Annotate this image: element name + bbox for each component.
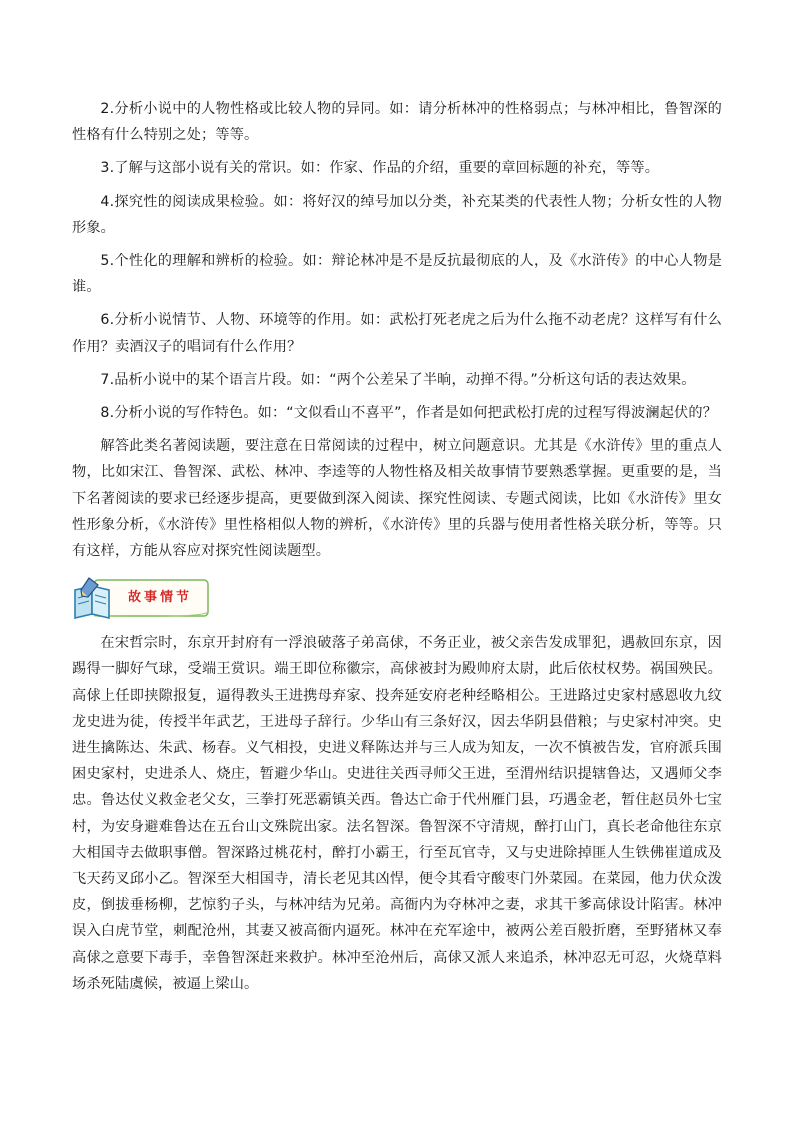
list-item: 6.分析小说情节、人物、环境等的作用。如：武松打死老虎之后为什么拖不动老虎？这样写有什么作用？卖酒汉子的唱词有什么作用？ <box>72 312 722 355</box>
document-page <box>72 96 722 997</box>
list-item: 7.品析小说中的某个语言片段。如：“两个公差呆了半晌，动掸不得。”分析这句话的表达效果。 <box>100 371 696 388</box>
list-item: 4.探究性的阅读成果检验。如：将好汉的绰号加以分类，补充某类的代表性人物；分析女性的人物形象。 <box>72 193 722 236</box>
list-item: 3.了解与这部小说有关的常识。如：作家、作品的介绍，重要的章回标题的补充，等等。 <box>100 160 660 177</box>
section-title: 故事情节 <box>128 590 193 606</box>
list-item: 5.个性化的理解和辨析的检验。如：辩论林冲是不是反抗最彻底的人，及《水浒传》的中心人物是谁。 <box>72 253 722 296</box>
section-header <box>72 572 722 624</box>
story-paragraph: 在宋哲宗时，东京开封府有一浮浪破落子弟高俅，不务正业，被父亲告发成罪犯，遇赦回东京，因踢得一脚好气球，受端王赏识。端王即位称徽宗，高俅被封为殿帅府太尉，此后依杖权势。祸国殃民。高俅上任即挟隙报复，逼得教头王进携母弃家、投奔延安府老种经略相公。王进路过史家村感恩收九纹龙史进为徒，传授半年武艺，王进母子辞行。少华山有三条好汉，因去华阴县借粮；与史家村冲突。史进生擒陈达、朱武、杨春。义气相投，史进义释陈达并与三人成为知友，一次不慎被告发，官府派兵围困史家村，史进杀人、烧庄，暂避少华山。史进往关西寻师父王进，至渭州结识提辖鲁达，又遇师父李忠。鲁达仗义救金老父女，三拳打死恶霸镇关西。鲁达亡命于代州雁门县，巧遇金老，暂住赵员外七宝村，为安身避难鲁达在五台山文殊院出家。法名智深。鲁智深不守清规，醉打山门，真长老命他往东京大相国寺去做职事僧。智深路过桃花村，醉打小霸王，行至瓦官寺，又与史进除掉匪人生铁佛崔道成及飞天药叉邱小乙。智深至大相国寺，清长老见其凶悍，便令其看守酸枣门外菜园。在菜园，他力伏众泼皮，倒拔垂杨柳，艺惊豹子头，与林冲结为兄弟。高衙内为夺林冲之妻，求其干爹高俅设计陷害。林冲误入白虎节堂，刺配沧州，其妻又被高衙内逼死。林冲在充军途中，被两公差百般折磨，至野猪林又奉高俅之意要下毒手，幸鲁智深赶来救护。林冲至沧州后，高俅又派人来追杀，林冲忍无可忍，火烧草料场杀死陆虞候，被逼上梁山。 <box>72 635 722 992</box>
list-item: 8.分析小说的写作特色。如：“文似看山不喜平”，作者是如何把武松打虎的过程写得波澜起伏的？ <box>100 405 718 422</box>
advice-paragraph: 解答此类名著阅读题，要注意在日常阅读的过程中，树立问题意识。尤其是《水浒传》里的重点人物，比如宋江、鲁智深、武松、林冲、李逵等的人物性格及相关故事情节要熟悉掌握。更重要的是，当下名著阅读的要求已经逐步提高，更要做到深入阅读、探究性阅读、专题式阅读，比如《水浒传》里女性形象分析，《水浒传》里性格相似人物的辨析，《水浒传》里的兵器与使用者性格关联分析，等等。只有这样，方能从容应对探究性阅读题型。 <box>72 438 722 560</box>
list-item: 2.分析小说中的人物性格或比较人物的异同。如：请分析林冲的性格弱点；与林冲相比，鲁智深的性格有什么特别之处；等等。 <box>72 101 722 144</box>
